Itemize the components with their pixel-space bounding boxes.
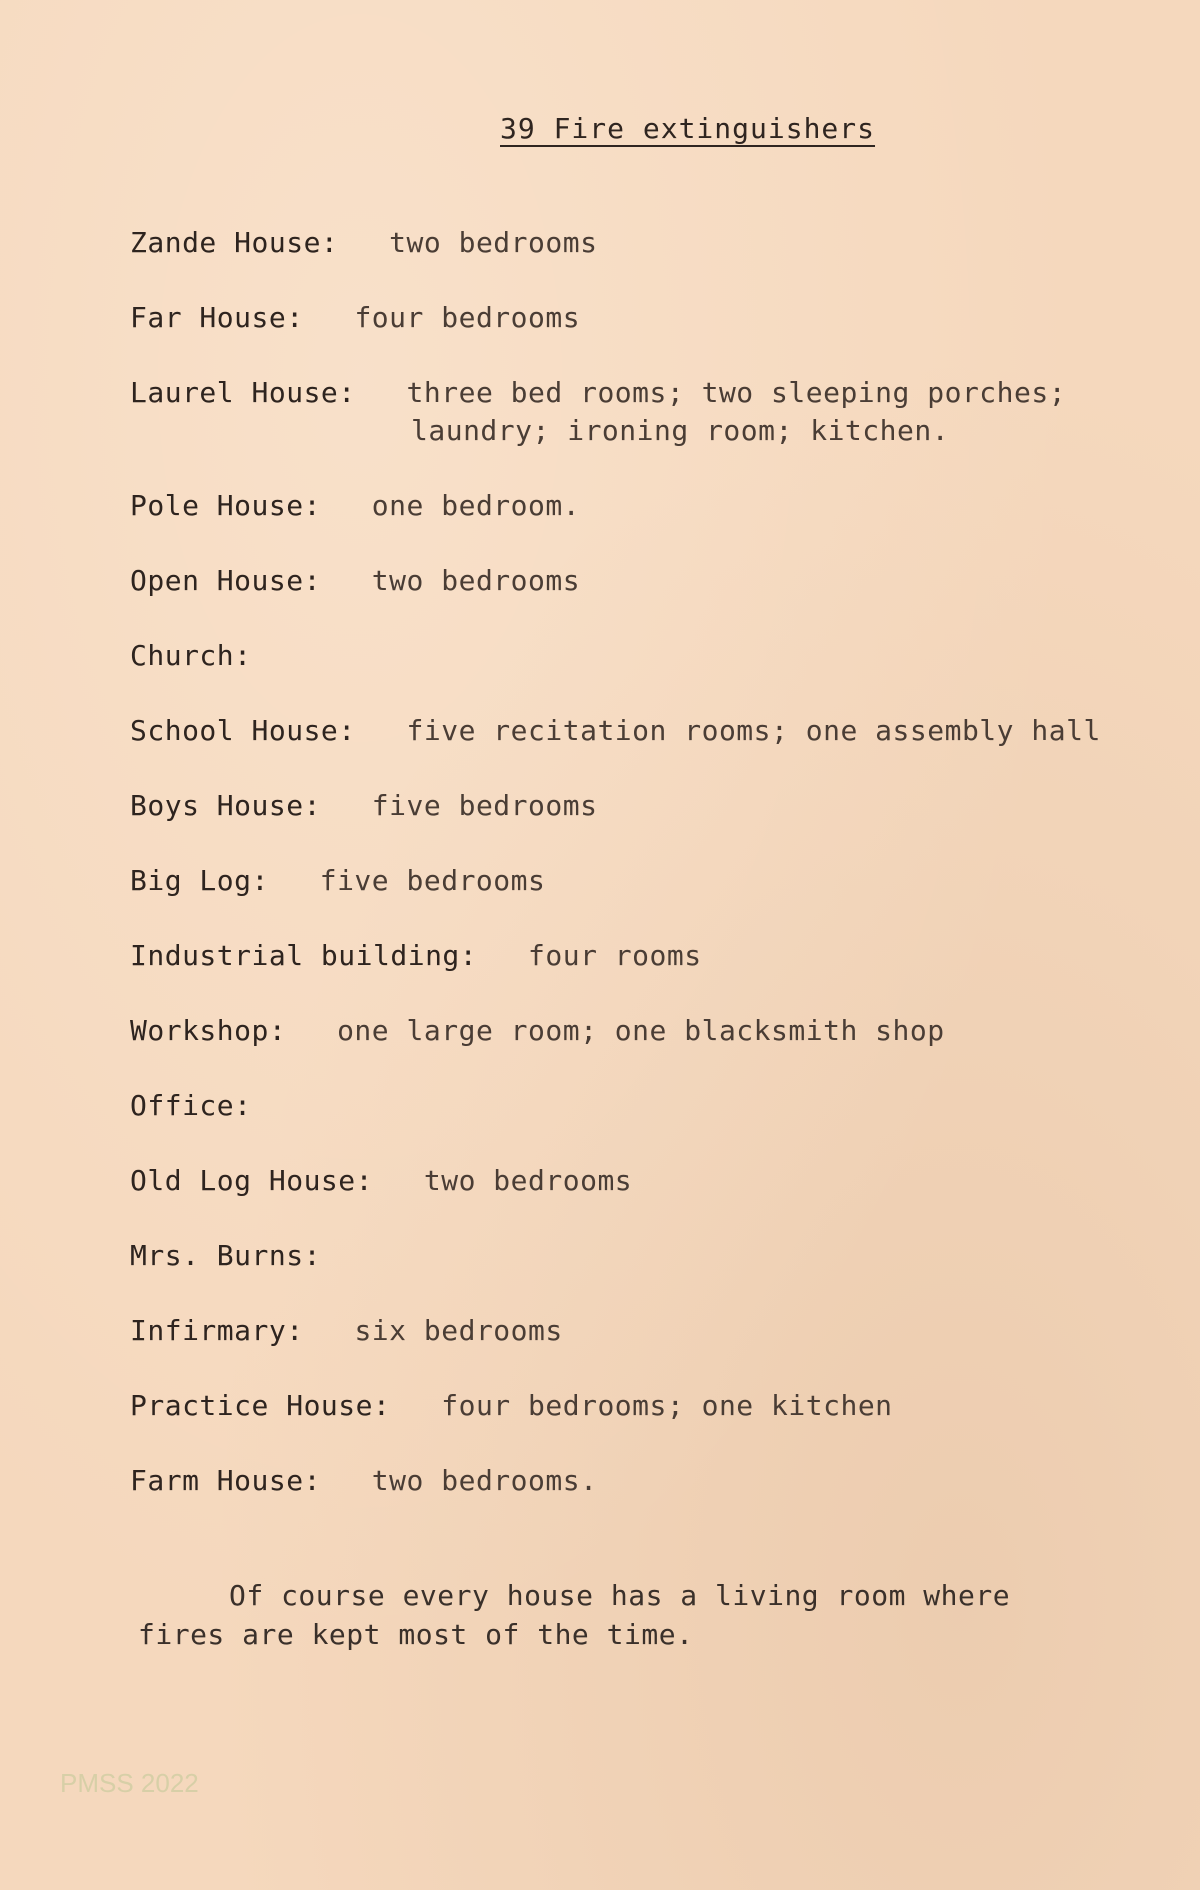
entry-label: Zande House:: [130, 226, 339, 259]
entry-desc-continuation: laundry; ironing room; kitchen.: [411, 414, 950, 447]
entry-label: Practice House:: [130, 1389, 391, 1422]
closing-note-line1: Of course every house has a living room where: [229, 1579, 1011, 1612]
entry-desc: two bedrooms.: [371, 1464, 598, 1497]
entry-industrial-building: [130, 937, 702, 975]
entry-label: Church:: [130, 639, 252, 672]
page-title: 39 Fire extinguishers: [500, 112, 876, 145]
entry-label: Old Log House:: [130, 1164, 374, 1197]
entry-farm-house: [130, 1462, 597, 1500]
entry-infirmary: [130, 1312, 563, 1350]
entry-label: Laurel House:: [130, 376, 356, 409]
entry-desc: five bedrooms: [319, 864, 546, 897]
entry-school-house: [130, 712, 1101, 750]
entry-label: Workshop:: [130, 1014, 287, 1047]
entry-desc: two bedrooms: [389, 226, 598, 259]
entry-label: Open House:: [130, 564, 321, 597]
entry-laurel-house: [130, 374, 1066, 412]
entry-label: Mrs. Burns:: [130, 1239, 321, 1272]
entry-church: [130, 637, 252, 675]
entry-big-log: [130, 862, 545, 900]
watermark: PMSS 2022: [60, 1768, 199, 1798]
entry-desc: one bedroom.: [371, 489, 581, 522]
entry-desc: five bedrooms: [371, 789, 598, 822]
entry-desc: four bedrooms; one kitchen: [441, 1389, 893, 1422]
entry-label: Far House:: [130, 301, 304, 334]
entry-label: Office:: [130, 1089, 252, 1122]
entry-zande-house: [130, 224, 597, 262]
entry-label: Boys House:: [130, 789, 321, 822]
entry-boys-house: [130, 787, 597, 825]
entry-label: Industrial building:: [130, 939, 478, 972]
entry-pole-house: [130, 487, 580, 525]
entry-label: Farm House:: [130, 1464, 321, 1497]
entry-far-house: [130, 299, 580, 337]
entry-desc: five recitation rooms; one assembly hall: [406, 714, 1101, 747]
entry-label: Infirmary:: [130, 1314, 304, 1347]
entry-desc: one large room; one blacksmith shop: [337, 1014, 945, 1047]
entry-desc: three bed rooms; two sleeping porches;: [406, 376, 1067, 409]
entry-old-log-house: [130, 1162, 632, 1200]
entry-practice-house: [130, 1387, 893, 1425]
entry-label: Pole House:: [130, 489, 321, 522]
entry-desc: two bedrooms: [423, 1164, 633, 1197]
entry-label: School House:: [130, 714, 356, 747]
entry-desc: four bedrooms: [354, 301, 581, 334]
entry-office: [130, 1087, 252, 1125]
entry-desc: six bedrooms: [354, 1314, 563, 1347]
entry-workshop: [130, 1012, 945, 1050]
entry-desc: two bedrooms: [371, 564, 581, 597]
closing-note-line2: fires are kept most of the time.: [138, 1618, 694, 1651]
entry-label: Big Log:: [130, 864, 269, 897]
entry-desc: four rooms: [528, 939, 702, 972]
entry-mrs-burns: [130, 1237, 321, 1275]
entry-open-house: [130, 562, 580, 600]
